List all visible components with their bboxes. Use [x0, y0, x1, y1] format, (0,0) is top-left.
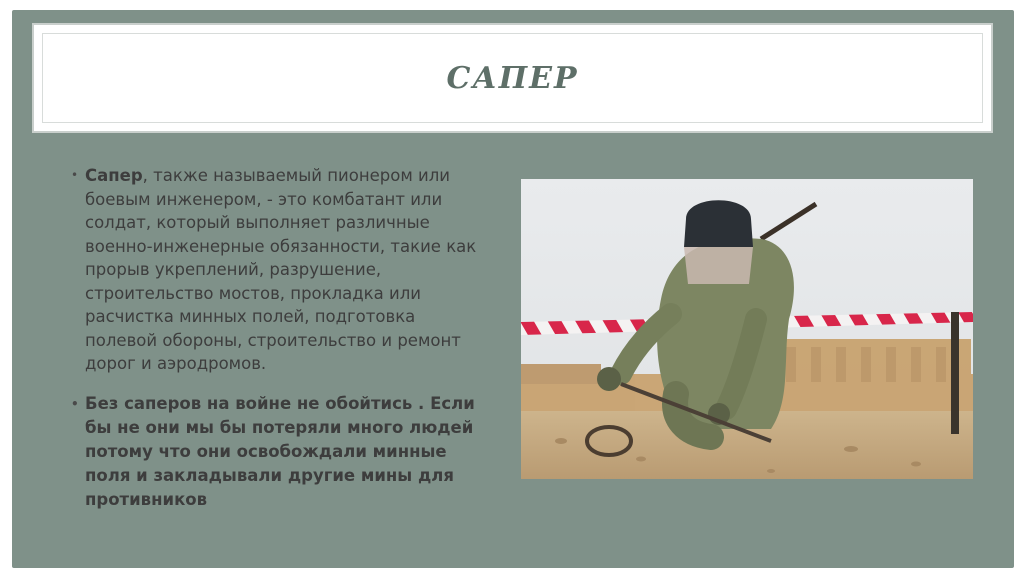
content-text — [71, 164, 491, 528]
sapper-illustration — [521, 179, 973, 479]
bullet-dot-icon: • — [71, 396, 79, 411]
slide — [12, 10, 1014, 568]
sapper-photo — [521, 179, 973, 479]
bullet-paragraph-1 — [71, 164, 491, 376]
tape-post — [951, 312, 959, 434]
bullet-paragraph-2 — [71, 392, 491, 512]
slide-title: САПЕР — [446, 60, 579, 96]
title-frame — [32, 23, 993, 133]
bullet-dot-icon: • — [71, 168, 79, 182]
definition-text: , также называемый пионером или боевым инженером, - это комбатант или солдат, который выполняет различные военно-инженерные обязанности, такие как прорыв укреплений, разрушение, строительство мостов, прокладка или расчистка минных полей, подготовка полевой обороны, строительство и ремонт дорог и аэродромов. — [85, 166, 477, 373]
sapper-term: Сапер — [85, 166, 143, 185]
helmet — [684, 200, 753, 247]
visor — [684, 247, 753, 284]
conclusion-text: Без саперов на войне не обойтись . Если бы не они мы бы потеряли много людей потому что они освобождали минные поля и закладывали другие мины для противников — [85, 393, 475, 509]
title-inner-border — [42, 33, 983, 123]
